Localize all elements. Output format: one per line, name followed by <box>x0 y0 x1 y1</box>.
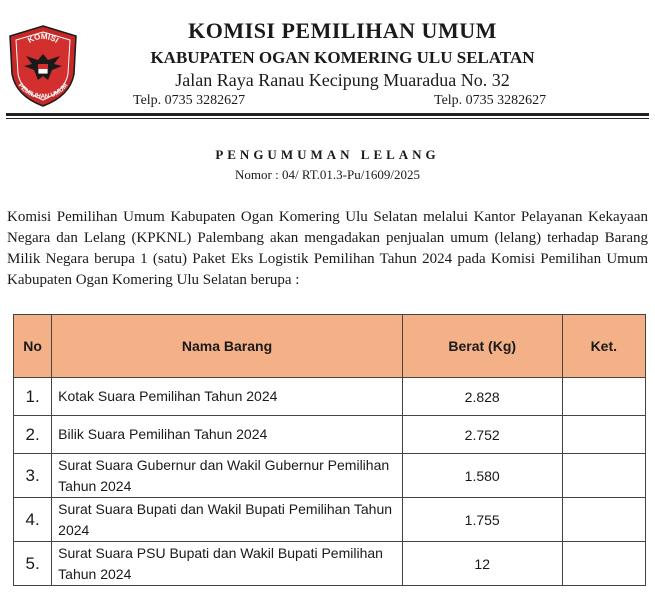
header-nama: Nama Barang <box>52 315 403 378</box>
table-row <box>14 378 646 416</box>
table-row <box>14 542 646 586</box>
row-berat: 1.755 <box>402 498 562 542</box>
org-address: Jalan Raya Ranau Kecipung Muaradua No. 32 <box>175 70 510 90</box>
header-ket: Ket. <box>562 315 645 378</box>
org-subtitle: KABUPATEN OGAN KOMERING ULU SELATAN <box>150 48 535 67</box>
header-divider-thin <box>6 118 649 119</box>
row-no: 4. <box>14 498 52 542</box>
row-nama: Kotak Suara Pemilihan Tahun 2024 <box>52 378 403 416</box>
table-row <box>14 454 646 498</box>
table-header-row <box>14 315 646 378</box>
row-no: 3. <box>14 454 52 498</box>
row-nama: Surat Suara PSU Bupati dan Wakil Bupati Pemilihan Tahun 2024 <box>52 542 403 586</box>
table-row <box>14 498 646 542</box>
announcement-paragraph: Komisi Pemilihan Umum Kabupaten Ogan Komering Ulu Selatan melalui Kantor Pelayanan Kekayaan Negara dan Lelang (KPKNL) Palembang akan mengadakan penjualan umum (lelang) terhadap Barang Milik Negara berupa 1 (satu) Paket Eks Logistik Pemilihan Tahun 2024 pada Komisi Pemilihan Umum Kabupaten Ogan Komering Ulu Selatan berupa : <box>7 209 648 288</box>
row-ket <box>562 378 645 416</box>
row-berat: 12 <box>402 542 562 586</box>
header-divider-thick <box>6 113 649 116</box>
row-nama: Surat Suara Gubernur dan Wakil Gubernur Pemilihan Tahun 2024 <box>52 454 403 498</box>
telp-left: Telp. 0735 3282627 <box>133 93 246 108</box>
org-title: KOMISI PEMILIHAN UMUM <box>188 18 497 43</box>
row-ket <box>562 542 645 586</box>
row-nama: Surat Suara Bupati dan Wakil Bupati Pemilihan Tahun 2024 <box>52 498 403 542</box>
row-no: 1. <box>14 378 52 416</box>
row-ket <box>562 498 645 542</box>
row-no: 5. <box>14 542 52 586</box>
table-row <box>14 416 646 454</box>
row-ket <box>562 454 645 498</box>
header-no: No <box>14 315 52 378</box>
row-berat: 2.828 <box>402 378 562 416</box>
row-berat: 1.580 <box>402 454 562 498</box>
items-table <box>13 314 646 586</box>
row-berat: 2.752 <box>402 416 562 454</box>
logo-text-top: KOMISI <box>26 31 61 45</box>
row-nama: Bilik Suara Pemilihan Tahun 2024 <box>52 416 403 454</box>
header-berat: Berat (Kg) <box>402 315 562 378</box>
telp-right: Telp. 0735 3282627 <box>434 93 547 108</box>
announcement-title: PENGUMUMAN LELANG <box>215 147 440 162</box>
announcement-number: Nomor : 04/ RT.01.3-Pu/1609/2025 <box>235 167 420 182</box>
row-no: 2. <box>14 416 52 454</box>
row-ket <box>562 416 645 454</box>
logo-text-bottom: PEMILIHAN UMUM <box>16 82 70 101</box>
